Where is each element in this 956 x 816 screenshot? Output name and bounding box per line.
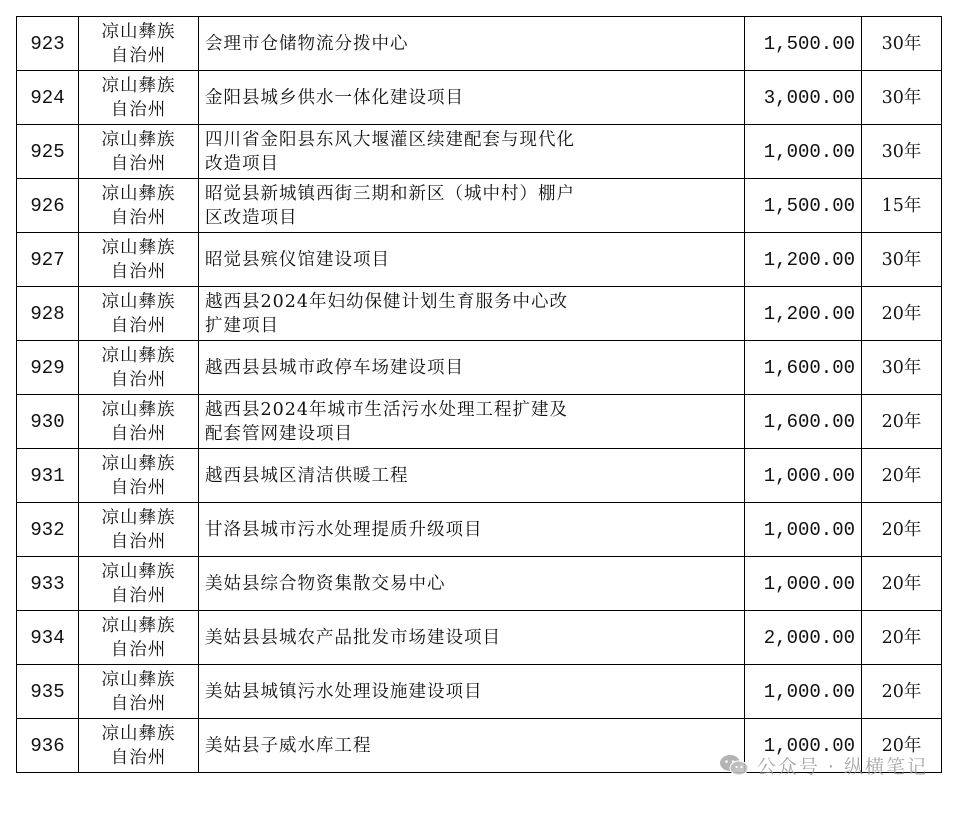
row-project-name <box>199 503 745 557</box>
row-project-text: 越西县县城市政停车场建设项目 <box>205 357 464 378</box>
row-number: 934 <box>17 611 79 665</box>
row-region <box>79 557 199 611</box>
row-term: 15年 <box>862 179 942 233</box>
row-number: 933 <box>17 557 79 611</box>
row-amount: 1,600.00 <box>745 395 862 449</box>
row-term: 20年 <box>862 665 942 719</box>
row-number: 929 <box>17 341 79 395</box>
row-region <box>79 503 199 557</box>
row-number: 932 <box>17 503 79 557</box>
row-region <box>79 179 199 233</box>
row-number: 935 <box>17 665 79 719</box>
row-project-name <box>199 179 745 233</box>
row-number: 927 <box>17 233 79 287</box>
row-region-text: 凉山彝族自治州 <box>101 21 176 66</box>
row-region-text: 凉山彝族自治州 <box>101 75 176 120</box>
row-term: 30年 <box>862 71 942 125</box>
table-row <box>17 395 942 449</box>
row-project-name <box>199 287 745 341</box>
row-amount: 1,000.00 <box>745 449 862 503</box>
row-amount: 1,000.00 <box>745 125 862 179</box>
row-project-name <box>199 719 745 773</box>
row-project-name <box>199 341 745 395</box>
row-term: 20年 <box>862 449 942 503</box>
row-project-text: 美姑县城镇污水处理设施建设项目 <box>205 681 483 702</box>
row-number: 931 <box>17 449 79 503</box>
row-region-text: 凉山彝族自治州 <box>101 507 176 552</box>
row-project-text: 美姑县综合物资集散交易中心 <box>205 573 446 594</box>
row-term: 30年 <box>862 125 942 179</box>
row-region-text: 凉山彝族自治州 <box>101 615 176 660</box>
row-region-text: 凉山彝族自治州 <box>101 453 176 498</box>
row-term: 20年 <box>862 395 942 449</box>
row-term: 30年 <box>862 341 942 395</box>
row-region <box>79 233 199 287</box>
row-project-text: 昭觉县殡仪馆建设项目 <box>205 249 390 270</box>
row-term: 30年 <box>862 233 942 287</box>
row-project-text: 昭觉县新城镇西街三期和新区（城中村）棚户区改造项目 <box>205 183 575 228</box>
row-number: 925 <box>17 125 79 179</box>
table-row <box>17 449 942 503</box>
row-amount: 2,000.00 <box>745 611 862 665</box>
row-project-text: 越西县2024年城市生活污水处理工程扩建及配套管网建设项目 <box>205 399 569 444</box>
row-amount: 1,500.00 <box>745 17 862 71</box>
row-region-text: 凉山彝族自治州 <box>101 723 176 768</box>
wechat-icon <box>719 753 749 779</box>
row-region-text: 凉山彝族自治州 <box>101 237 176 282</box>
row-project-text: 金阳县城乡供水一体化建设项目 <box>205 87 464 108</box>
row-region <box>79 71 199 125</box>
watermark-text: 公众号 · 纵横笔记 <box>756 756 928 778</box>
row-region <box>79 449 199 503</box>
table-row <box>17 17 942 71</box>
row-project-text: 越西县城区清洁供暖工程 <box>205 465 409 486</box>
row-project-text: 美姑县县城农产品批发市场建设项目 <box>205 627 501 648</box>
table-row <box>17 287 942 341</box>
row-project-text: 四川省金阳县东风大堰灌区续建配套与现代化改造项目 <box>205 129 575 174</box>
row-region <box>79 719 199 773</box>
row-project-name <box>199 125 745 179</box>
row-project-name <box>199 395 745 449</box>
row-region <box>79 611 199 665</box>
row-amount: 1,000.00 <box>745 719 862 773</box>
row-project-name <box>199 71 745 125</box>
row-project-text: 甘洛县城市污水处理提质升级项目 <box>205 519 483 540</box>
row-region-text: 凉山彝族自治州 <box>101 345 176 390</box>
table-row <box>17 665 942 719</box>
table-row <box>17 179 942 233</box>
row-project-text: 会理市仓储物流分拨中心 <box>205 33 409 54</box>
row-number: 924 <box>17 71 79 125</box>
row-region <box>79 17 199 71</box>
row-term: 20年 <box>862 611 942 665</box>
row-number: 926 <box>17 179 79 233</box>
row-term: 20年 <box>862 557 942 611</box>
row-project-text: 美姑县子威水库工程 <box>205 735 372 756</box>
row-term: 20年 <box>862 287 942 341</box>
document-page <box>16 16 942 773</box>
row-project-text: 越西县2024年妇幼保健计划生育服务中心改扩建项目 <box>205 291 569 336</box>
row-project-name <box>199 557 745 611</box>
row-amount: 1,200.00 <box>745 233 862 287</box>
row-region-text: 凉山彝族自治州 <box>101 399 176 444</box>
row-number: 936 <box>17 719 79 773</box>
row-amount: 1,200.00 <box>745 287 862 341</box>
row-amount: 1,000.00 <box>745 557 862 611</box>
row-amount: 1,500.00 <box>745 179 862 233</box>
row-term: 30年 <box>862 17 942 71</box>
row-number: 923 <box>17 17 79 71</box>
row-term: 20年 <box>862 719 942 773</box>
row-term: 20年 <box>862 503 942 557</box>
row-project-name <box>199 611 745 665</box>
row-project-name <box>199 449 745 503</box>
row-project-name <box>199 233 745 287</box>
row-amount: 1,000.00 <box>745 665 862 719</box>
table-row <box>17 341 942 395</box>
row-region-text: 凉山彝族自治州 <box>101 183 176 228</box>
table-row <box>17 557 942 611</box>
row-amount: 1,600.00 <box>745 341 862 395</box>
row-project-name <box>199 17 745 71</box>
row-amount: 3,000.00 <box>745 71 862 125</box>
table-row <box>17 125 942 179</box>
row-region <box>79 395 199 449</box>
row-region-text: 凉山彝族自治州 <box>101 129 176 174</box>
watermark <box>719 752 928 779</box>
project-table <box>16 16 942 773</box>
row-region <box>79 341 199 395</box>
table-row <box>17 71 942 125</box>
row-project-name <box>199 665 745 719</box>
row-region <box>79 665 199 719</box>
row-region-text: 凉山彝族自治州 <box>101 291 176 336</box>
row-region <box>79 125 199 179</box>
table-row <box>17 611 942 665</box>
row-region-text: 凉山彝族自治州 <box>101 669 176 714</box>
row-number: 930 <box>17 395 79 449</box>
table-row <box>17 233 942 287</box>
row-region <box>79 287 199 341</box>
table-row <box>17 503 942 557</box>
row-amount: 1,000.00 <box>745 503 862 557</box>
row-region-text: 凉山彝族自治州 <box>101 561 176 606</box>
row-number: 928 <box>17 287 79 341</box>
